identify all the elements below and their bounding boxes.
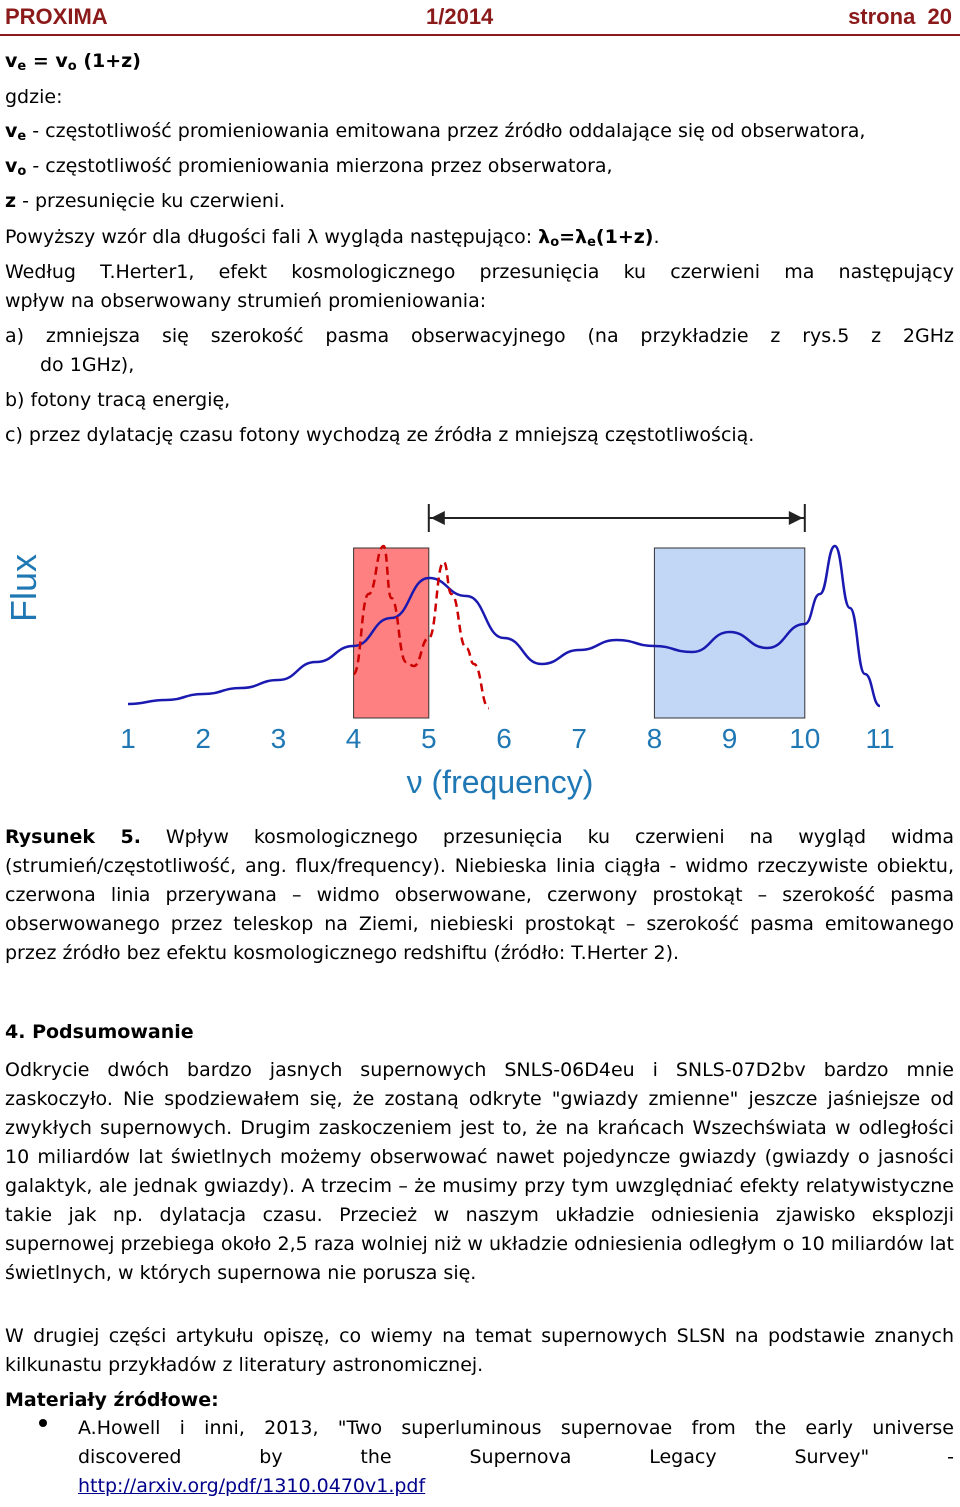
- summary-paragraph-2: W drugiej części artykułu opiszę, co wiemy na temat supernowych SLSN na podstawie znanych kilkunastu przykładów z literatury astronomicznej.: [5, 1325, 954, 1376]
- definition-vo: $v_o$ - częstotliwość promieniowania mierzona przez obserwatora,: [5, 155, 613, 179]
- x-tick-label: 8: [646, 723, 663, 754]
- effect-c: c) przez dylatację czasu fotony wychodzą ze źródła z mniejszą częstotliwością.: [5, 424, 755, 446]
- redshift-spectrum-chart: [0, 488, 960, 808]
- herter-line-2: wpływ na obserwowany strumień promieniowania:: [5, 290, 487, 312]
- sources-heading: Materiały źródłowe:: [5, 1389, 219, 1411]
- where-label: gdzie:: [5, 86, 63, 108]
- x-tick-label: 3: [270, 723, 287, 754]
- y-axis-label: Flux: [3, 553, 44, 623]
- x-tick-label: 11: [865, 723, 895, 754]
- x-tick-label: 9: [721, 723, 738, 754]
- reference-line-1: A.Howell i inni, 2013, "Two superluminous supernovae from the early universe: [78, 1417, 954, 1439]
- journal-name: PROXIMA: [5, 4, 108, 29]
- bullet-icon: [38, 1418, 48, 1428]
- x-axis-label: ν (frequency): [406, 764, 594, 800]
- definition-ve: $v_e$ - częstotliwość promieniowania emitowana przez źródło oddalające się od obserwatora,: [5, 120, 866, 144]
- observed-band-rect: [354, 548, 429, 718]
- herter-line-1: Według T.Herter1, efekt kosmologicznego przesunięcia ku czerwieni ma następujący: [5, 261, 954, 283]
- reference-link[interactable]: http://arxiv.org/pdf/1310.0470v1.pdf: [78, 1475, 426, 1497]
- section-heading: 4. Podsumowanie: [5, 1021, 194, 1043]
- reference-line-2: discovered by the Supernova Legacy Survey" -: [78, 1446, 954, 1468]
- x-tick-label: 1: [120, 723, 136, 754]
- definition-z: z - przesunięcie ku czerwieni.: [5, 190, 286, 212]
- x-tick-label: 5: [421, 723, 437, 754]
- figure-caption: Rysunek 5. Wpływ kosmologicznego przesunięcia ku czerwieni na wygląd widma (strumień/częstotliwość, ang. flux/frequency). Niebieska linia ciągła - widmo rzeczywiste obiektu, czerwona linia przerywana – widmo obserwowane, czerwony prostokąt – szerokość pasma obserwowanego przez teleskop na Ziemi, niebieski prostokąt – szerokość pasma emitowanego przez źródło bez efektu kosmologicznego redshiftu (źródło: T.Herter 2).: [5, 826, 960, 964]
- frequency-formula: $v_e = v_o$ (1+z): [5, 50, 141, 74]
- x-tick-label: 7: [571, 723, 587, 754]
- page-header: [0, 0, 960, 36]
- wavelength-formula: Powyższy wzór dla długości fali λ wygląda następująco: $\lambda_o=\lambda_e(1+z)$.: [5, 226, 660, 250]
- summary-paragraph-1: Odkrycie dwóch bardzo jasnych supernowych SNLS-06D4eu i SNLS-07D2bv bardzo mnie zaskoczyło. Nie spodziewałem się, że zostaną odkryte "gwiazdy zmienne" jeszcze jaśniejsze od zwykłych supernowych. Drugim zaskoczeniem jest to, że na krańcach Wszechświata w odległości 10 miliardów lat świetlnych możemy obserwować nawet pojedyncze gwiazdy (gwiazdy o jasności galaktyk, ale jednak gwiazdy). A trzecim – że musimy przy tym uwzględniać efekty relatywistyczne takie jak np. dylatacja czasu. Przecież w naszym układzie odniesienia zjawisko eksplozji supernowej przebiega około 2,5 raza wolniej niż w układzie odniesienia odległym o 10 miliardów lat świetlnych, w których supernowa nie porusza się.: [5, 1059, 954, 1284]
- reference-item: [78, 1414, 954, 1501]
- effect-b: b) fotony tracą energię,: [5, 389, 231, 411]
- x-tick-label: 4: [345, 723, 362, 754]
- x-tick-label: 2: [195, 723, 211, 754]
- x-tick-label: 10: [789, 723, 821, 754]
- page-number: strona 20: [848, 4, 952, 29]
- effect-a-line-1: a) zmniejsza się szerokość pasma obserwacyjnego (na przykładzie z rys.5 z 2GHz: [5, 325, 954, 347]
- effect-a-line-2: do 1GHz),: [40, 354, 135, 376]
- bandwidth-arrow: [429, 504, 805, 532]
- x-tick-label: 6: [496, 723, 512, 754]
- issue-number: 1/2014: [426, 4, 494, 29]
